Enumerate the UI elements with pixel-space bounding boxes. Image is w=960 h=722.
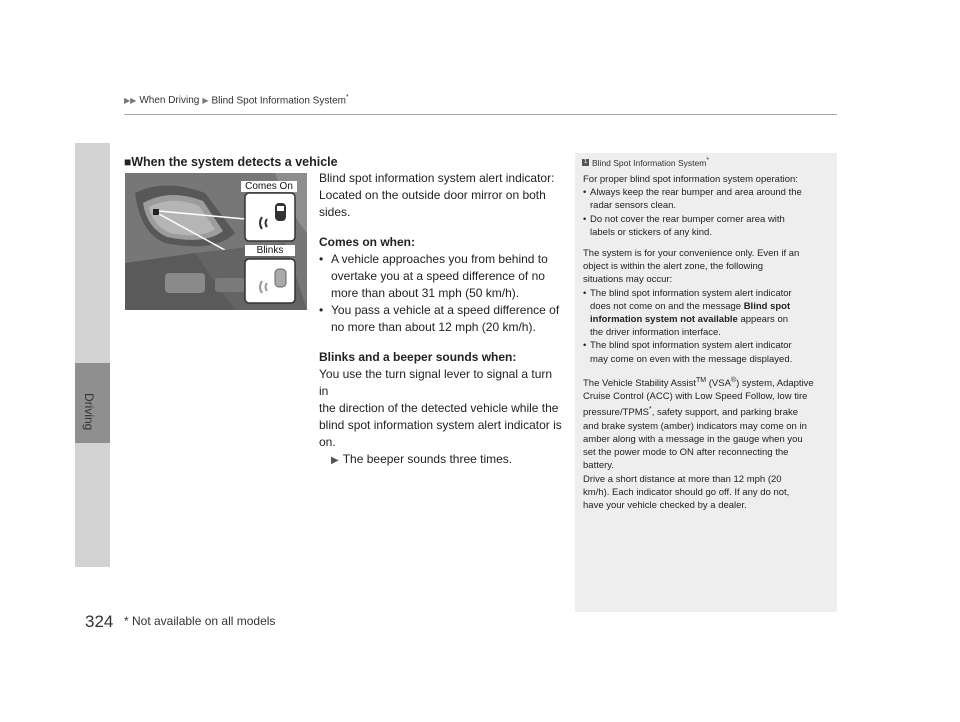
breadcrumb-level2[interactable]: Blind Spot Information System*: [211, 94, 349, 107]
convenience-line: The system is for your convenience only. Even if an: [583, 248, 800, 260]
intro-line: Blind spot information system alert indicator:: [319, 171, 555, 185]
blinks-line: You use the turn signal lever to signal a turn in: [319, 367, 553, 398]
intro-line: Located on the outside door mirror on both: [319, 188, 546, 202]
drive-line: have your vehicle checked by a dealer.: [583, 499, 747, 511]
header-rule: [124, 114, 837, 115]
result-arrow-icon: ▶: [331, 455, 339, 466]
door-mirror-image: [125, 173, 307, 310]
main-text: [319, 170, 563, 469]
list-item: • The blind spot information system alert indicator does not come on and the message Blind spot information system not available appears on the driver information interface.: [583, 287, 792, 339]
blinks-line: on.: [319, 435, 336, 449]
sidebar: [75, 143, 110, 567]
blinks-title: Blinks and a beeper sounds when:: [319, 350, 517, 364]
vsa-line: battery.: [583, 460, 614, 472]
notes-body: [583, 173, 831, 512]
list-item: • The blind spot information system alert indicator may come on even with the message displayed.: [583, 340, 793, 365]
vsa-line: amber along with a message in the gauge when you: [583, 433, 803, 445]
breadcrumb-arrow-icon: ▶▶: [124, 95, 137, 105]
sidebar-section-label: Driving: [82, 393, 96, 431]
section-heading: ■When the system detects a vehicle: [124, 155, 338, 169]
mirror-illustration: [125, 173, 307, 310]
result-line: ▶ The beeper sounds three times.: [331, 452, 513, 466]
list-item: • Always keep the rear bumper and area around the radar sensors clean.: [583, 187, 802, 212]
comes-on-label: Comes On: [241, 181, 297, 192]
vsa-line: and brake system (amber) indicators may come on in: [583, 420, 807, 432]
notes-title: Blind Spot Information System*: [592, 157, 710, 168]
drive-line: km/h). Each indicator should go off. If any do not,: [583, 486, 790, 498]
blinks-label: Blinks: [245, 245, 295, 256]
breadcrumb: [124, 94, 349, 106]
vsa-line: Cruise Control (ACC) with Low Speed Follow, low tire: [583, 391, 808, 403]
vsa-line: set the power mode to ON after reconnecting the: [583, 447, 789, 459]
list-item: • You pass a vehicle at a speed difference of no more than about 12 mph (20 km/h).: [319, 303, 560, 334]
breadcrumb-level1[interactable]: When Driving: [139, 94, 200, 106]
vsa-line: The Vehicle Stability Assist™ (VSA®) system, Adaptive: [583, 376, 814, 389]
drive-line: Drive a short distance at more than 12 mph (20: [583, 473, 782, 485]
breadcrumb-arrow-icon: ▶: [202, 95, 209, 105]
intro-line: sides.: [319, 205, 351, 219]
vsa-line: pressure/TPMS*, safety support, and parking brake: [583, 406, 799, 419]
footnote: * Not available on all models: [124, 614, 276, 628]
list-item: • A vehicle approaches you from behind to overtake you at a speed difference of no more than about 31 mph (50 km/h).: [319, 252, 548, 300]
convenience-line: situations may occur:: [583, 274, 673, 286]
list-item: • Do not cover the rear bumper corner area with labels or stickers of any kind.: [583, 213, 785, 238]
page-number: 324: [85, 612, 114, 631]
comes-on-title: Comes on when:: [319, 235, 416, 249]
notes-header: [582, 157, 709, 168]
blinks-line: the direction of the detected vehicle while the: [319, 401, 559, 415]
notes-intro: For proper blind spot information system operation:: [583, 174, 798, 185]
note-number-badge: 1: [583, 158, 588, 165]
blinks-line: blind spot information system alert indicator is: [319, 418, 562, 432]
convenience-line: object is within the alert zone, the following: [583, 261, 764, 273]
